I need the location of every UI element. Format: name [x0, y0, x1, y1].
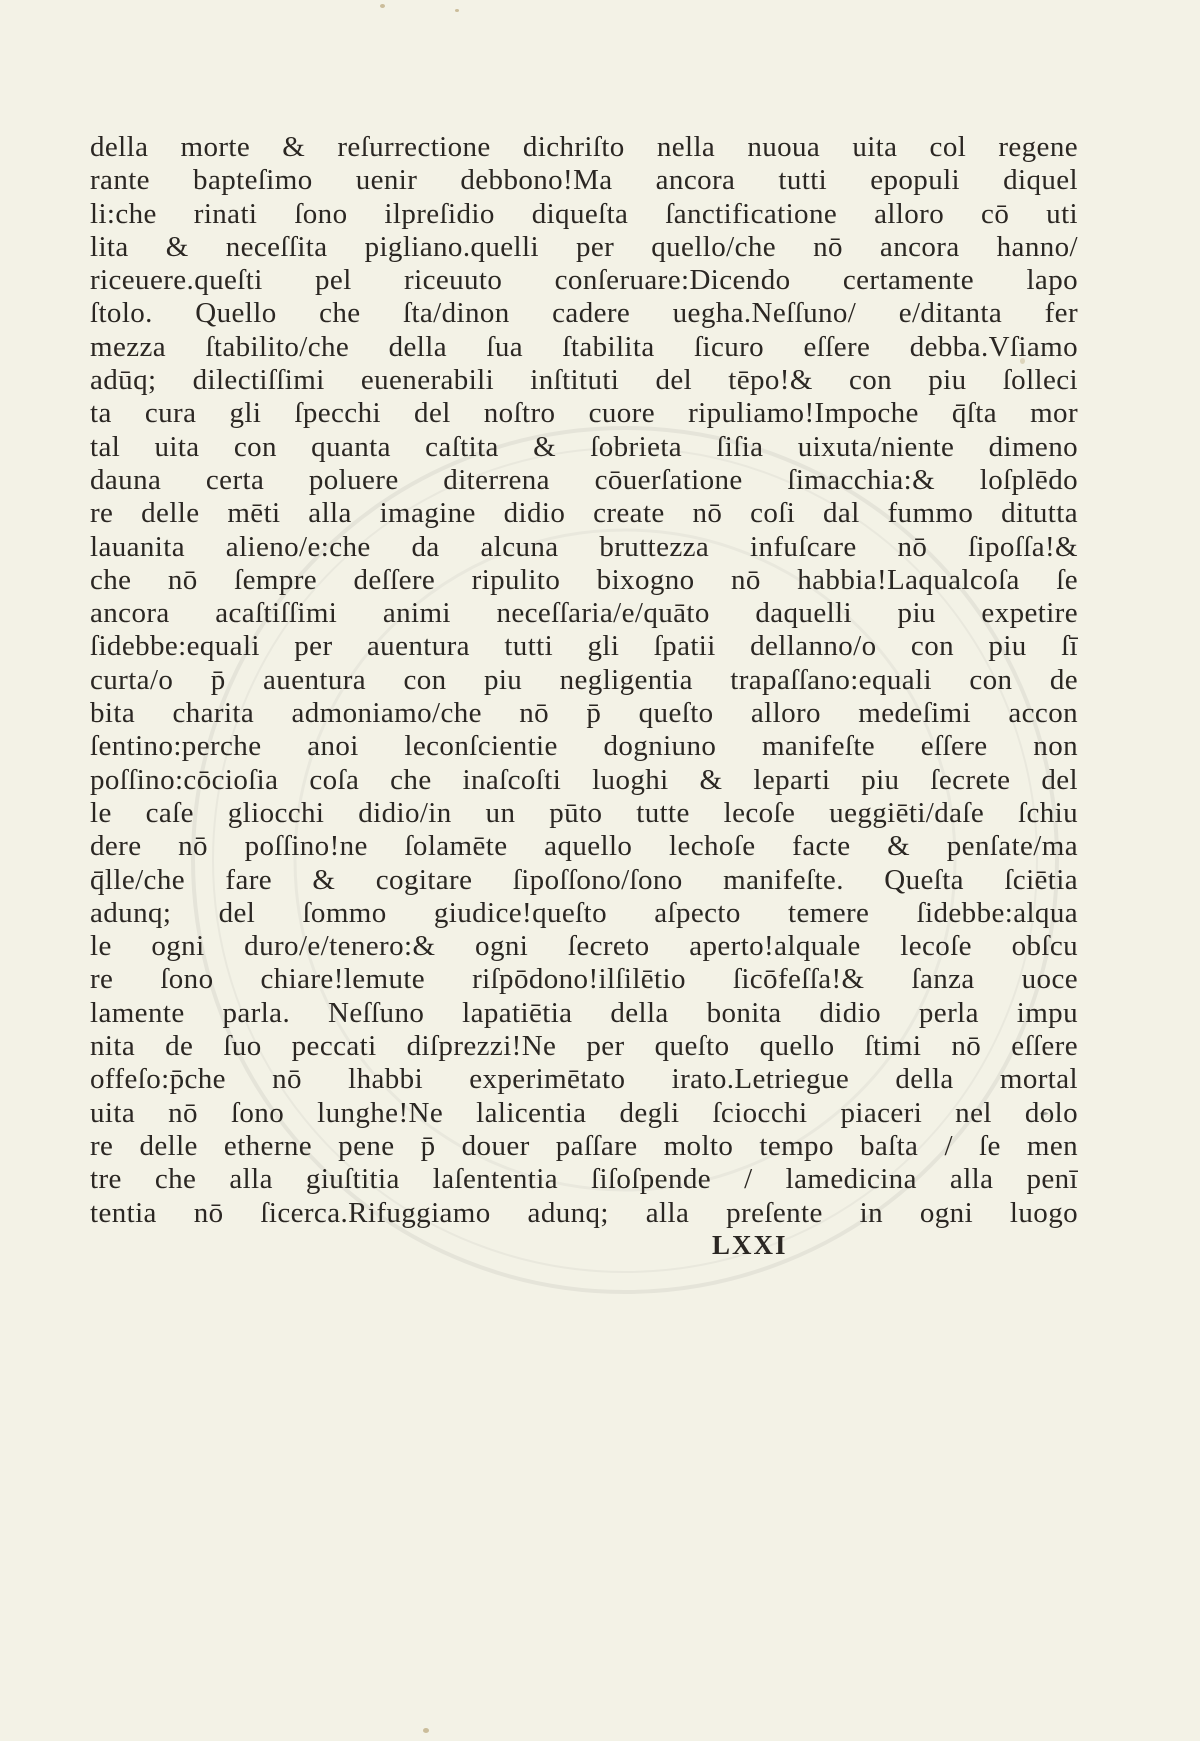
text-line: ſidebbe:equali per auentura tutti gli ſpatii dellanno/o con piu ſī — [90, 630, 1078, 663]
paper-speck — [380, 4, 385, 8]
text-line: mezza ſtabilito/che della ſua ſtabilita ſicuro eſſere debba.Vſiamo — [90, 330, 1078, 363]
text-line: ſtolo. Quello che ſta/dinon cadere uegha.Neſſuno/ e/ditanta fer — [90, 297, 1078, 330]
text-line: nita de ſuo peccati diſprezzi!Ne per queſto quello ſtimi nō eſſere — [90, 1030, 1078, 1063]
text-line: bita charita admoniamo/che nō p̄ queſto alloro medeſimi accon — [90, 697, 1078, 730]
text-line: poſſino:cōcioſia coſa che inaſcoſti luoghi & leparti piu ſecrete del — [90, 763, 1078, 796]
paper-speck — [455, 9, 459, 12]
text-block — [90, 131, 1078, 1230]
text-line: ancora acaſtiſſimi animi neceſſaria/e/quāto daquelli piu expetire — [90, 597, 1078, 630]
text-line: re delle etherne pene p̄ douer paſſare molto tempo baſta / ſe men — [90, 1129, 1078, 1162]
text-line: ta cura gli ſpecchi del noſtro cuore ripuliamo!Impoche q̄ſta mor — [90, 397, 1078, 430]
text-line: uita nō ſono lunghe!Ne lalicentia degli ſciocchi piaceri nel dolo — [90, 1096, 1078, 1129]
paper-speck — [423, 1728, 429, 1733]
text-line: tentia nō ſicerca.Rifuggiamo adunq; alla preſente in ogni luogo — [90, 1196, 1078, 1229]
text-line: lauanita alieno/e:che da alcuna bruttezza infuſcare nō ſipoſſa!& — [90, 530, 1078, 563]
text-line: curta/o p̄ auentura con piu negligentia trapaſſano:equali con de — [90, 663, 1078, 696]
text-line: lamente parla. Neſſuno lapatiētia della bonita didio perla impu — [90, 996, 1078, 1029]
text-line: re ſono chiare!lemute riſpōdono!ilſilētio ſicōfeſſa!& ſanza uoce — [90, 963, 1078, 996]
text-line: le ogni duro/e/tenero:& ogni ſecreto aperto!alquale lecoſe obſcu — [90, 930, 1078, 963]
text-line: offeſo:p̄che nō lhabbi experimētato irato.Letriegue della mortal — [90, 1063, 1078, 1096]
text-line: rante bapteſimo uenir debbono!Ma ancora tutti epopuli diquel — [90, 164, 1078, 197]
text-line: riceuere.queſti pel riceuuto conſeruare:Dicendo certamente lapo — [90, 264, 1078, 297]
folio-number: LXXI — [712, 1230, 788, 1260]
text-line: lita & neceſſita pigliano.quelli per quello/che nō ancora hanno/ — [90, 230, 1078, 263]
text-line: della morte & reſurrectione dichriſto nella nuoua uita col regene — [90, 131, 1078, 163]
text-line: adūq; dilectiſſimi euenerabili inſtituti del tēpo!& con piu ſolleci — [90, 364, 1078, 397]
text-line: tal uita con quanta caſtita & ſobrieta ſiſia uixuta/niente dimeno — [90, 430, 1078, 463]
text-line: ſentino:perche anoi leconſcientie dogniuno manifeſte eſſere non — [90, 730, 1078, 763]
text-line: che nō ſempre deſſere ripulito bixogno nō habbia!Laqualcoſa ſe — [90, 563, 1078, 596]
text-line: re delle mēti alla imagine didio create nō coſi dal fummo ditutta — [90, 497, 1078, 530]
text-line: q̄lle/che fare & cogitare ſipoſſono/ſono manifeſte. Queſta ſciētia — [90, 863, 1078, 896]
text-line: tre che alla giuſtitia laſententia ſiſoſpende / lamedicina alla penī — [90, 1163, 1078, 1196]
text-line: dere nō poſſino!ne ſolamēte aquello lechoſe facte & penſate/ma — [90, 830, 1078, 863]
text-line: li:che rinati ſono ilpreſidio diqueſta ſanctificatione alloro cō uti — [90, 197, 1078, 230]
text-line: le caſe gliocchi didio/in un pūto tutte lecoſe ueggiēti/daſe ſchiu — [90, 796, 1078, 829]
text-line: adunq; del ſommo giudice!queſto aſpecto temere ſidebbe:alqua — [90, 896, 1078, 929]
text-line: dauna certa poluere diterrena cōuerſatione ſimacchia:& loſplēdo — [90, 463, 1078, 496]
